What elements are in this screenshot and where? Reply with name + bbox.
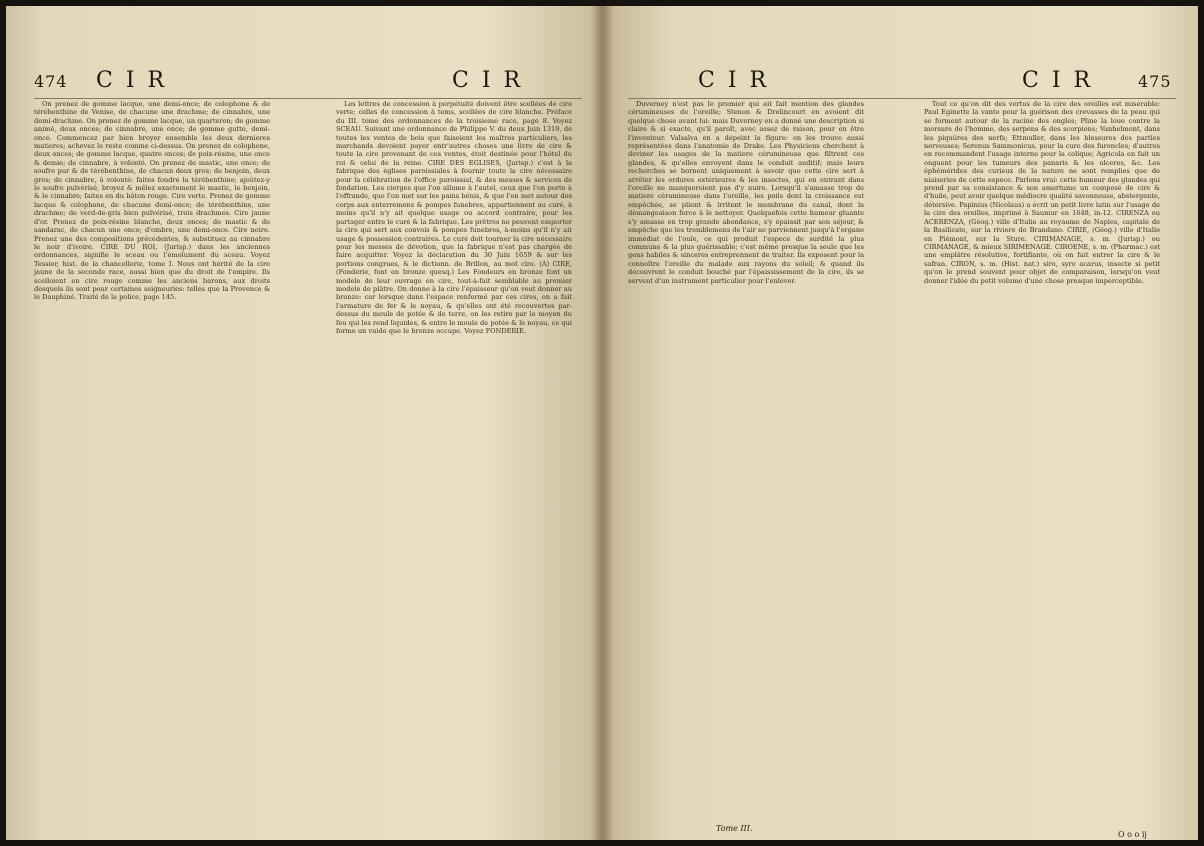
- text-column: On prenez de gomme lacque, une demi-once; de colophone & de térébenthine de Venise, de chacune une drachme; de cinnabre, une demi-drachme. On prenez de gomme lacque, un quarteron; de gomme animé, deux onces; de cinnabre, une once; de gomme gutte, demi-once. Commencez par bien broyer ensemble les deux dernieres matieres; achevez le reste comme ci-dessus. On prenez de colophone, deux onces; de gomme lacque, quatre onces; de poix-résine, une once & demie; de cinnabre, à volonté. On prenez de mastic, une once; de soufre pur & de térébenthine, de chacun deux gros; de benjoin, deux gros; de cinnabre, à volonté: faites fondre la térébenthine; ajoûtez-y le soufre pulvérisé, broyez & mêlez exactement le mastic, le benjoin, & le cinnabre; faites en du bâton rouge. Cire verte. Prenez de gomme lacque & colophone, de chacune demi-once; de térébenthine, une drachme; de verd-de-gris bien pulvérisé, trois drachmes. Cire jaune d'or. Prenez de poix-résine blanche, deux onces; de mastic & de sandarac, de chacun une once; d'ombre, une demi-once. Cire noire. Prenez une des compositions précédentes, & substituez au cinnabre le noir d'ivoire. CIRE DU ROI, (Jurisp.) dans les anciennes ordonnances, signifie le sceau ou l'émolument du sceau. Voyez Tessier, hist. de la chancellerie, tome I. Nous ont hérité de la cire jaune de la seconde race, aussi bien que du droit de l'empire. Ils scelloient en cire rouge comme les anciens barons, aux droits desquels ils sont pour certaines seigneuries: telles que la Provence & le Dauphiné. Traité de la police, page 145.: [34, 100, 270, 302]
- running-header: C I R: [698, 68, 770, 93]
- catchword: O o o ij: [1118, 830, 1147, 839]
- signature-mark: Tome III.: [716, 824, 753, 833]
- running-header: C I R: [1022, 68, 1094, 93]
- right-page: [602, 6, 1198, 840]
- running-header: C I R: [96, 68, 168, 93]
- page-number: 475: [1138, 72, 1172, 91]
- book-gutter: [590, 6, 614, 840]
- text-column: Tout ce qu'on dit des vertus de la cire des oreilles est misérable: Paul Eginette la vante pour la guérison des crevasses de la peau qui se forment autour de la racine des ongles; Pline la loue contre la morsure de l'homme, des serpens & des scorpions; Vanhelmont, dans les piquûres des nerfs; Ettmuller, dans les blessures des parties nerveuses; Serenus Sammonicus, pour la cure des furoncles; d'autres en recommandent l'usage interne pour la colique; Agricola en fait un onguent pour les tumeurs des panaris & les ulceres, &c. Les éphémérides des curieux de la nature ne sont remplies que de niaiseries de cette espece. Parlons vrai: cette humeur des glandes qui prend par sa consistance & son amertume un composé de cire & d'huile, peut avoir quelque médiocre qualité savonneuse, abstergente, détersive. Papinius (Nicolaus) a écrit un petit livre latin sur l'usage de la cire des oreilles, imprimé à Saumur en 1648, in-12. CIRENZA ou ACERENZA, (Géog.) ville d'Italie au royaume de Naples, capitale de la Basilicate, sur la riviere de Brandano. CIRIE, (Géog.) ville d'Italie en Piémont, sur la Sture. CIRIMANAGE, s. m. (Jurisp.) ou CIRMANAGE, & mieux SIRIMENAGE. CIROENE, s. m. (Pharmac.) est une emplâtre résolutive, fortifiante, où on fait entrer la cire & le safran. CIRON, s. m. (Hist. nat.) siro, syro acarus, insecte si petit qu'on le prend souvent pour objet de comparaison, lorsqu'on veut donner l'idée du petit volume d'une chose presque imperceptible.: [924, 100, 1160, 285]
- header-rule: [628, 98, 1176, 99]
- page-number: 474: [34, 72, 68, 91]
- header-rule: [34, 98, 582, 99]
- running-header: C I R: [452, 68, 524, 93]
- text-column: Duverney n'est pas le premier qui ait fait mention des glandes cérumineuses de l'oreille; Stenon & Drelincourt en avoient dit quelque chose avant lui: mais Duverney en a donné une description si claire & si exacte, qu'il paroît, avec assez de raison, pour en être l'inventeur. Valsalva en a dépeint la figure: on les trouve aussi représentées dans l'anatomie de Drake. Les Physiciens cherchent à deviner les usages de la matiere cérumineuse que filtrent ces glandes, & qu'elles envoyent dans le conduit auditif; mais leurs recherches se bornent uniquement à savoir que cette cire sert à arrêter les ordures extérieures & les insectes, qui en entrant dans l'oreille ne manqueroient pas d'y nuire. Lorsqu'il s'amasse trop de matiere cérumineuse dans l'oreille, les poils dont la croissance est empêchée, se plient & irritent le membrane du canal, dont la démangeaison force à le nettoyer. Quelquefois cette humeur gluante s'y amasse en trop grande abondance, s'y épaissit par son séjour, & empêche que les tremblemens de l'air ne parviennent jusqu'à l'organe immédiat de l'ouïe, ce qui produit l'espece de surdité la plus commune & la plus guérissable; c'est même presque la seule que les gens habiles & sinceres entreprennent de traiter. Ils exposent pour la connoître l'oreille du malade aux rayons du soleil; & quand ils découvrent le conduit bouché par l'épaississement de la cire, ils se servent d'un instrument particulier pour l'enlever.: [628, 100, 864, 285]
- text-column: Les lettres de concession à perpétuité doivent être scellées de cire verte; celles de concession à tems, scellées de cire blanche. Préface du III. tome des ordonnances de la troisieme race, page 8. Voyez SCEAU. Suivant une ordonnance de Philippe V. du deux Juin 1319, de toutes les ventes de bois que faisoient les maîtres particuliers, les marchands devoient payer entr'autres choses une livre de cire & toute la cire provenant de ces ventes, étoit destinée pour l'hôtel du roi & celui de la reine. CIRE DES EGLISES, (Jurisp.) c'est à la fabrique des églises paroissiales à fournir toute la cire nécessaire pour la célébration de l'office paroissial, & des messes & services de fondation. Les cierges que l'on allume à l'autel, ceux que l'on porte à l'offrande, que l'on met sur les pains bénis, & que l'on met autour des corps aux enterremens & pompes funebres, appartiennent au curé, à moins qu'il n'y ait quelque usage ou accord contraire, pour les partager entre le curé & la fabrique. Les prêtres ne peuvent emporter la cire qui sert aux convois & pompes funebres, à-moins qu'il n'y ait usage & possession contraires. Le curé doit tourner la cire nécessaire pour les messes de dévotion, que la fabrique n'est pas chargée de faire acquitter. Voyez la déclaration du 30 Juin 1659 & sur les portions congrues, & le dictionn. de Brillon, au mot cire. (A) CIRE, (Fonderie, font en bronze quesq.) Les Fondeurs en bronze font un modele de leur ouvrage en cire, tout-à-fait semblable au premier modele de plâtre. On donne à la cire l'épaisseur qu'on veut donner au bronze: car lorsque dans l'espace renfermé par ces cires, on a fait l'armature de fer & le noyau, & qu'elles ont été recouvertes par-dessus du moule de potée & de terre, on les retire par le moyen du feu qui les rend liquides, & entre le moule de potée & le noyau, ce qui forme un vuide que le bronze occupe. Voyez FONDERIE.: [336, 100, 572, 335]
- left-page: [6, 6, 602, 840]
- open-book-spread: [6, 6, 1198, 840]
